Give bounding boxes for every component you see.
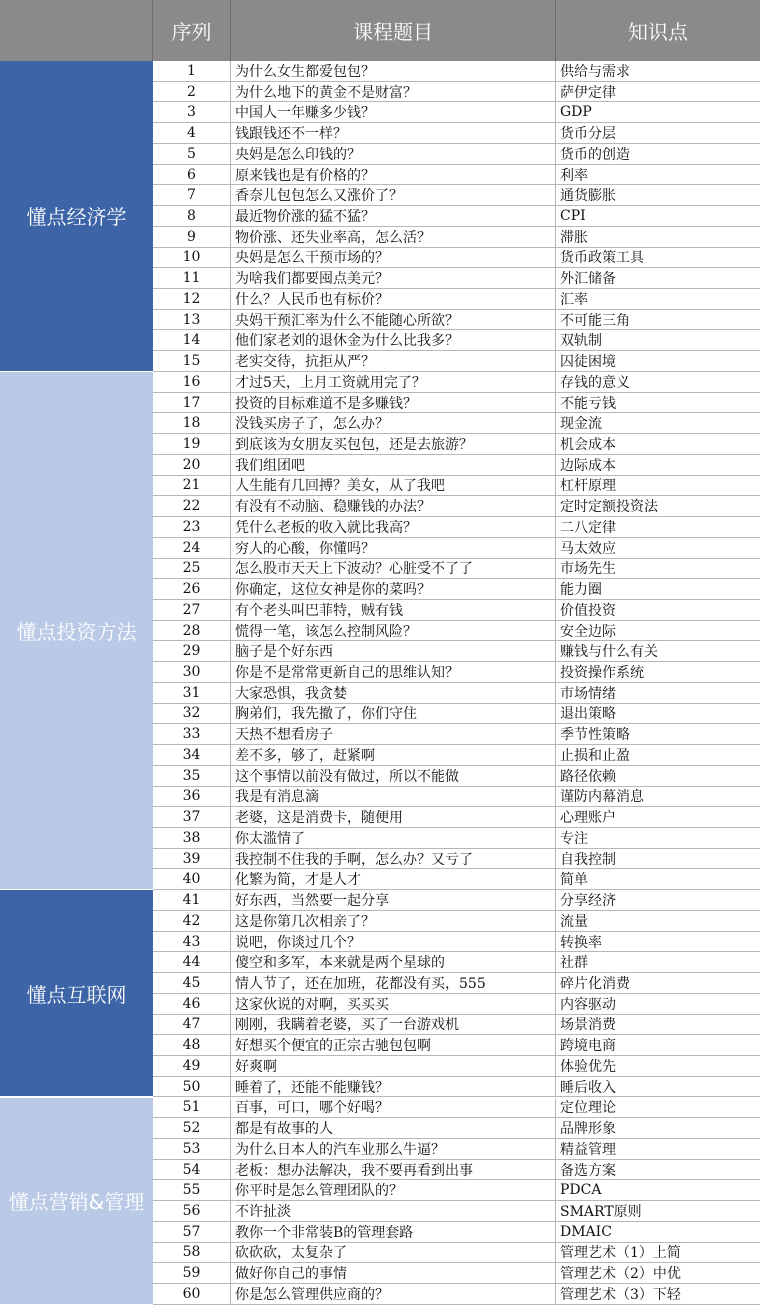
- table-row: [153, 289, 760, 310]
- section-label: 懂点投资方法: [0, 372, 153, 890]
- table-row: [153, 538, 760, 559]
- course-title: 天热不想看房子: [231, 724, 556, 744]
- table-row: [153, 413, 760, 434]
- row-number: 11: [153, 268, 231, 288]
- row-number: 25: [153, 559, 231, 579]
- knowledge-point: 转换率: [560, 934, 602, 951]
- knowledge-point: 定位理论: [560, 1100, 616, 1117]
- knowledge-point: 机会成本: [560, 436, 616, 453]
- row-number: 54: [153, 1160, 231, 1180]
- knowledge-point: 能力圈: [560, 582, 602, 599]
- table-row: [153, 559, 760, 580]
- knowledge-point: 谨防内幕消息: [560, 789, 644, 806]
- knowledge-point: 价值投资: [560, 602, 616, 619]
- row-number: 33: [153, 724, 231, 744]
- knowledge-point: 流量: [560, 913, 588, 930]
- row-number: 28: [153, 621, 231, 641]
- row-number: 55: [153, 1180, 231, 1200]
- course-title: 刚刚，我瞒着老婆，买了一台游戏机: [231, 1015, 556, 1035]
- knowledge-point: 品牌形象: [560, 1121, 616, 1138]
- course-title: 没钱买房子了，怎么办？: [231, 413, 556, 433]
- course-title: 好想买个便宜的正宗古驰包包啊: [231, 1035, 556, 1055]
- row-number: 23: [153, 517, 231, 537]
- table-row: [153, 1056, 760, 1077]
- table-row: [153, 994, 760, 1015]
- course-title: 老实交待，抗拒从严？: [231, 351, 556, 371]
- course-title: 你是不是常常更新自己的思维认知？: [231, 662, 556, 682]
- course-title: 为什么地下的黄金不是财富？: [231, 82, 556, 102]
- course-title: 做好你自己的事情: [231, 1263, 556, 1283]
- table-row: [153, 61, 760, 82]
- table-row: [153, 1263, 760, 1284]
- row-number: 15: [153, 351, 231, 371]
- table-row: [153, 517, 760, 538]
- course-title: 老婆，这是消费卡，随便用: [231, 807, 556, 827]
- row-number: 5: [153, 144, 231, 164]
- table-row: [153, 973, 760, 994]
- course-title: 穷人的心酸，你懂吗？: [231, 538, 556, 558]
- course-title: 香奈儿包包怎么又涨价了？: [231, 185, 556, 205]
- table-row: [153, 952, 760, 973]
- row-number: 60: [153, 1284, 231, 1304]
- knowledge-point: 体验优先: [560, 1058, 616, 1075]
- knowledge-point: GDP: [560, 104, 592, 121]
- course-title: 投资的目标难道不是多赚钱？: [231, 393, 556, 413]
- course-title: 睡着了，还能不能赚钱？: [231, 1077, 556, 1097]
- table-row: [153, 1077, 760, 1098]
- row-number: 18: [153, 413, 231, 433]
- knowledge-point: 汇率: [560, 291, 588, 308]
- table-row: [153, 102, 760, 123]
- table-row: [153, 206, 760, 227]
- row-number: 7: [153, 185, 231, 205]
- course-title: 我是有消息滴: [231, 787, 556, 807]
- knowledge-point: 市场情绪: [560, 685, 616, 702]
- course-title: 教你一个非常装B的管理套路: [231, 1222, 556, 1242]
- knowledge-point: 睡后收入: [560, 1079, 616, 1096]
- table-row: [153, 165, 760, 186]
- row-number: 57: [153, 1222, 231, 1242]
- knowledge-point: 萨伊定律: [560, 84, 616, 101]
- course-title: 我控制不住我的手啊，怎么办？又亏了: [231, 849, 556, 869]
- header-sequence: 序列: [153, 0, 231, 61]
- course-title: 情人节了，还在加班，花都没有买，555: [231, 973, 556, 993]
- knowledge-point: 简单: [560, 872, 588, 889]
- course-title: 央妈是怎么印钱的？: [231, 144, 556, 164]
- knowledge-point: 分享经济: [560, 893, 616, 910]
- knowledge-point: 精益管理: [560, 1141, 616, 1158]
- course-title: 为啥我们都要囤点美元？: [231, 268, 556, 288]
- row-number: 2: [153, 82, 231, 102]
- table-row: [153, 1015, 760, 1036]
- table-row: [153, 579, 760, 600]
- table-row: [153, 662, 760, 683]
- course-title: 这家伙说的对啊，买买买: [231, 994, 556, 1014]
- course-title: 化繁为简，才是人才: [231, 869, 556, 889]
- knowledge-point: 外汇储备: [560, 271, 616, 288]
- knowledge-point: 管理艺术（3）下轻: [560, 1286, 681, 1303]
- knowledge-point: 备选方案: [560, 1162, 616, 1179]
- course-title: 物价涨、还失业率高，怎么活？: [231, 227, 556, 247]
- row-number: 16: [153, 372, 231, 392]
- knowledge-point: 不能亏钱: [560, 395, 616, 412]
- knowledge-point: 自我控制: [560, 851, 616, 868]
- course-title: 有个老头叫巴菲特，贼有钱: [231, 600, 556, 620]
- table-row: [153, 641, 760, 662]
- knowledge-point: 二八定律: [560, 519, 616, 536]
- row-number: 37: [153, 807, 231, 827]
- row-number: 44: [153, 952, 231, 972]
- knowledge-point: 管理艺术（2）中优: [560, 1266, 681, 1283]
- row-number: 31: [153, 683, 231, 703]
- section-label: 懂点营销&管理: [0, 1098, 153, 1305]
- knowledge-point: 场景消费: [560, 1017, 616, 1034]
- knowledge-point: 现金流: [560, 416, 602, 433]
- knowledge-point: 不可能三角: [560, 312, 630, 329]
- row-number: 36: [153, 787, 231, 807]
- course-title: 钱跟钱还不一样？: [231, 123, 556, 143]
- table-row: [153, 869, 760, 890]
- table-row: [153, 476, 760, 497]
- table-row: [153, 330, 760, 351]
- row-number: 3: [153, 102, 231, 122]
- table-row: [153, 807, 760, 828]
- table-row: [153, 683, 760, 704]
- row-number: 13: [153, 310, 231, 330]
- knowledge-point: 路径依赖: [560, 768, 616, 785]
- course-title: 才过5天，上月工资就用完了？: [231, 372, 556, 392]
- knowledge-point: 货币的创造: [560, 146, 630, 163]
- course-title: 傻空和多军，本来就是两个星球的: [231, 952, 556, 972]
- row-number: 19: [153, 434, 231, 454]
- table-row: [153, 1180, 760, 1201]
- row-number: 38: [153, 828, 231, 848]
- knowledge-point: 定时定额投资法: [560, 499, 658, 516]
- table-row: [153, 911, 760, 932]
- table-row: [153, 828, 760, 849]
- course-title: 差不多，够了，赶紧啊: [231, 745, 556, 765]
- knowledge-point: 利率: [560, 167, 588, 184]
- table-row: [153, 268, 760, 289]
- row-number: 58: [153, 1243, 231, 1263]
- row-number: 9: [153, 227, 231, 247]
- course-title: 好东西，当然要一起分享: [231, 890, 556, 910]
- table-row: [153, 1201, 760, 1222]
- row-number: 29: [153, 641, 231, 661]
- table-row: [153, 248, 760, 269]
- knowledge-point: 滞胀: [560, 229, 588, 246]
- row-number: 17: [153, 393, 231, 413]
- knowledge-point: 止损和止盈: [560, 747, 630, 764]
- table-row: [153, 849, 760, 870]
- course-title: 他们家老刘的退休金为什么比我多？: [231, 330, 556, 350]
- row-number: 6: [153, 165, 231, 185]
- row-number: 1: [153, 61, 231, 81]
- course-title: 到底该为女朋友买包包，还是去旅游？: [231, 434, 556, 454]
- course-title: 脑子是个好东西: [231, 641, 556, 661]
- table-row: [153, 372, 760, 393]
- row-number: 50: [153, 1077, 231, 1097]
- row-number: 12: [153, 289, 231, 309]
- course-title: 这是你第几次相亲了？: [231, 911, 556, 931]
- row-number: 51: [153, 1098, 231, 1118]
- table-row: [153, 123, 760, 144]
- table-row: [153, 890, 760, 911]
- row-number: 40: [153, 869, 231, 889]
- table-row: [153, 1160, 760, 1181]
- knowledge-point: 通货膨胀: [560, 188, 616, 205]
- course-title: 凭什么老板的收入就比我高？: [231, 517, 556, 537]
- table-row: [153, 600, 760, 621]
- table-row: [153, 766, 760, 787]
- row-number: 43: [153, 932, 231, 952]
- knowledge-point: 货币政策工具: [560, 250, 644, 267]
- row-number: 52: [153, 1118, 231, 1138]
- row-number: 41: [153, 890, 231, 910]
- table-row: [153, 455, 760, 476]
- knowledge-point: 马太效应: [560, 540, 616, 557]
- row-number: 45: [153, 973, 231, 993]
- knowledge-point: 投资操作系统: [560, 665, 644, 682]
- table-row: [153, 1118, 760, 1139]
- course-title: 都是有故事的人: [231, 1118, 556, 1138]
- row-number: 48: [153, 1035, 231, 1055]
- course-title: 砍砍砍，太复杂了: [231, 1243, 556, 1263]
- table-row: [153, 932, 760, 953]
- knowledge-point: CPI: [560, 207, 586, 224]
- row-number: 46: [153, 994, 231, 1014]
- course-title: 你确定，这位女神是你的菜吗？: [231, 579, 556, 599]
- table-row: [153, 227, 760, 248]
- row-number: 47: [153, 1015, 231, 1035]
- knowledge-point: 心理账户: [560, 810, 616, 827]
- table-row: [153, 621, 760, 642]
- course-title: 慌得一笔，该怎么控制风险？: [231, 621, 556, 641]
- row-number: 21: [153, 476, 231, 496]
- table-row: [153, 310, 760, 331]
- row-number: 34: [153, 745, 231, 765]
- row-number: 27: [153, 600, 231, 620]
- row-number: 24: [153, 538, 231, 558]
- row-number: 53: [153, 1139, 231, 1159]
- course-title: 为什么日本人的汽车业那么牛逼？: [231, 1139, 556, 1159]
- knowledge-point: 供给与需求: [560, 63, 630, 80]
- table-row: [153, 1222, 760, 1243]
- table-row: [153, 1139, 760, 1160]
- table-row: [153, 1243, 760, 1264]
- course-title: 你太滥情了: [231, 828, 556, 848]
- course-title: 央妈干预汇率为什么不能随心所欲？: [231, 310, 556, 330]
- table-row: [153, 1098, 760, 1119]
- row-number: 56: [153, 1201, 231, 1221]
- course-title: 你平时是怎么管理团队的？: [231, 1180, 556, 1200]
- course-title: 为什么女生都爱包包？: [231, 61, 556, 81]
- course-title: 怎么股市天天上下波动？心脏受不了了: [231, 559, 556, 579]
- section-label: 懂点经济学: [0, 61, 153, 372]
- course-title: 百事，可口，哪个好喝？: [231, 1098, 556, 1118]
- table-row: [153, 393, 760, 414]
- table-row: [153, 724, 760, 745]
- row-number: 59: [153, 1263, 231, 1283]
- course-title: 人生能有几回搏？美女，从了我吧: [231, 476, 556, 496]
- knowledge-point: 囚徒困境: [560, 354, 616, 371]
- knowledge-point: 社群: [560, 955, 588, 972]
- table-row: [153, 745, 760, 766]
- table-row: [153, 185, 760, 206]
- course-title: 有没有不动脑、稳赚钱的办法？: [231, 496, 556, 516]
- course-title: 央妈是怎么干预市场的？: [231, 248, 556, 268]
- knowledge-point: DMAIC: [560, 1223, 612, 1240]
- table-row: [153, 434, 760, 455]
- row-number: 14: [153, 330, 231, 350]
- course-title: 不许扯淡: [231, 1201, 556, 1221]
- row-number: 42: [153, 911, 231, 931]
- knowledge-point: 赚钱与什么有关: [560, 644, 658, 661]
- table-row: [153, 144, 760, 165]
- table-row: [153, 787, 760, 808]
- course-title: 中国人一年赚多少钱？: [231, 102, 556, 122]
- row-number: 39: [153, 849, 231, 869]
- knowledge-point: 市场先生: [560, 561, 616, 578]
- course-title: 好爽啊: [231, 1056, 556, 1076]
- row-number: 26: [153, 579, 231, 599]
- knowledge-point: 边际成本: [560, 457, 616, 474]
- header-knowledge-point: 知识点: [556, 0, 760, 61]
- table-row: [153, 1284, 760, 1305]
- row-number: 10: [153, 248, 231, 268]
- course-title: 你是怎么管理供应商的？: [231, 1284, 556, 1304]
- course-title: 最近物价涨的猛不猛？: [231, 206, 556, 226]
- course-title: 老板：想办法解决，我不要再看到出事: [231, 1160, 556, 1180]
- course-title: 说吧，你谈过几个？: [231, 932, 556, 952]
- table-row: [153, 1035, 760, 1056]
- course-title: 什么？人民币也有标价？: [231, 289, 556, 309]
- table-row: [153, 704, 760, 725]
- course-title: 原来钱也是有价格的？: [231, 165, 556, 185]
- row-number: 8: [153, 206, 231, 226]
- row-number: 32: [153, 704, 231, 724]
- knowledge-point: 货币分层: [560, 126, 616, 143]
- table-row: [153, 82, 760, 103]
- row-number: 4: [153, 123, 231, 143]
- course-title: 我们组团吧: [231, 455, 556, 475]
- row-number: 30: [153, 662, 231, 682]
- table-row: [153, 351, 760, 372]
- knowledge-point: 专注: [560, 830, 588, 847]
- course-title: 胸弟们，我先撤了，你们守住: [231, 704, 556, 724]
- row-number: 22: [153, 496, 231, 516]
- knowledge-point: 内容驱动: [560, 996, 616, 1013]
- knowledge-point: 退出策略: [560, 706, 616, 723]
- knowledge-point: 杠杆原理: [560, 478, 616, 495]
- knowledge-point: 安全边际: [560, 623, 616, 640]
- course-title: 这个事情以前没有做过，所以不能做: [231, 766, 556, 786]
- section-label: 懂点互联网: [0, 890, 153, 1097]
- header-course-title: 课程题目: [231, 0, 556, 61]
- table-row: [153, 496, 760, 517]
- knowledge-point: 跨境电商: [560, 1038, 616, 1055]
- row-number: 35: [153, 766, 231, 786]
- course-title: 大家恐惧，我贪婪: [231, 683, 556, 703]
- knowledge-point: 碎片化消费: [560, 975, 630, 992]
- knowledge-point: 存钱的意义: [560, 374, 630, 391]
- knowledge-point: 双轨制: [560, 333, 602, 350]
- header-blank: [0, 0, 153, 61]
- row-number: 20: [153, 455, 231, 475]
- knowledge-point: PDCA: [560, 1182, 602, 1199]
- knowledge-point: 季节性策略: [560, 727, 630, 744]
- row-number: 49: [153, 1056, 231, 1076]
- knowledge-point: 管理艺术（1）上简: [560, 1245, 681, 1262]
- knowledge-point: SMART原则: [560, 1204, 642, 1220]
